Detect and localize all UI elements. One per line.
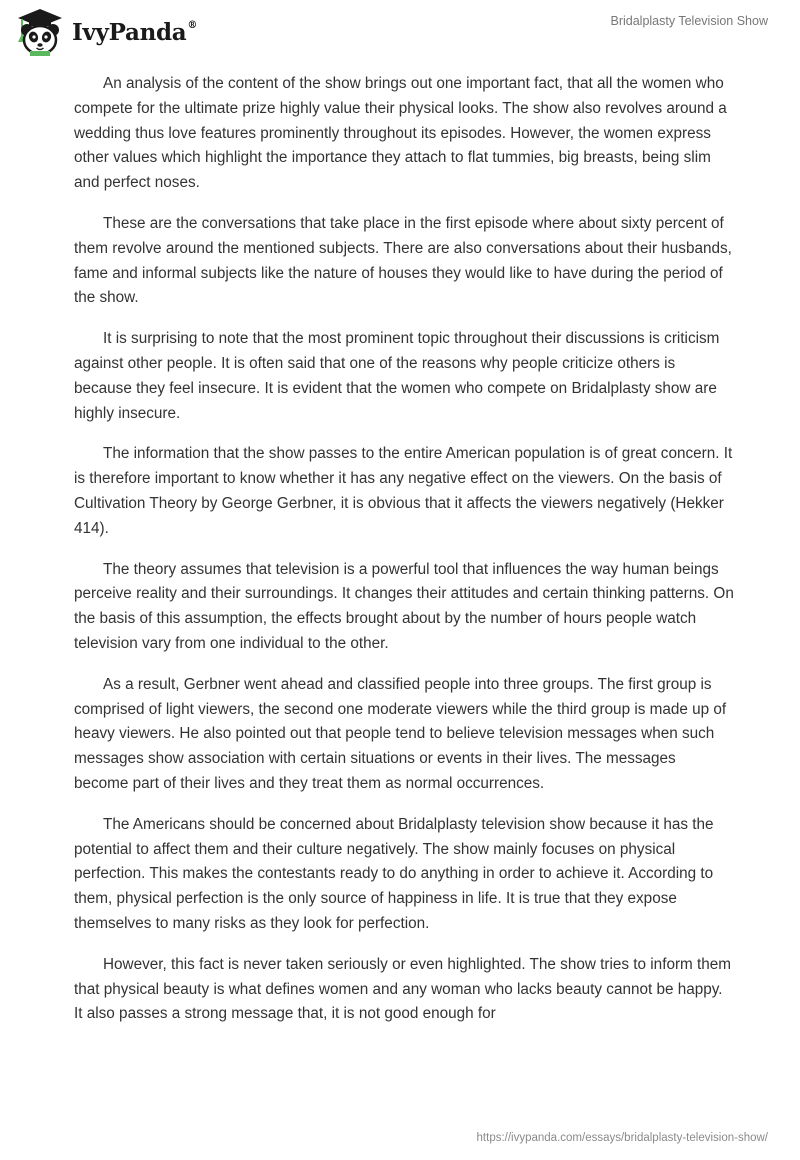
ivypanda-logo[interactable] [14,6,197,58]
paragraph-6: As a result, Gerbner went ahead and classified people into three groups. The first group is comprised of light viewers, the second one moderate viewers while the third group is made up of heavy viewers. He also pointed out that people tend to believe television messages when such messages show association with certain situations or events in their lives. The messages become part of their lives and they treat them as normal occurrences. [74,675,727,792]
paragraph-2: These are the conversations that take place in the first episode where about sixty percent of them revolve around the mentioned subjects. There are also conversations about their husbands, fame and informal subjects like the nature of houses they would like to have during the period of the show. [74,214,732,307]
essay-body [74,72,734,1043]
registered-mark: ® [187,19,198,31]
page-header [0,0,800,70]
paragraph-7: The Americans should be concerned about Bridalplasty television show because it has the potential to affect them and their culture negatively. The show mainly focuses on physical perfection. This makes the contestants ready to do anything in order to achieve it. According to them, physical perfection is the only source of happiness in life. It is true that they expose themselves to many risks as they look for perfection. [74,815,714,932]
paragraph-4: The information that the show passes to the entire American population is of great concern. It is therefore important to know whether it has any negative effect on the viewers. On the basis of Cultivation Theory by George Gerbner, it is obvious that it affects the viewers negatively (Hekker 414). [74,445,733,537]
paragraph-1: An analysis of the content of the show brings out one important fact, that all the women who compete for the ultimate prize highly value their physical looks. The show also revolves around a wedding thus love features prominently throughout its episodes. However, the women express other values which highlight the importance they attach to flat tummies, big breasts, being slim and perfect noses. [74,75,727,192]
source-url[interactable]: https://ivypanda.com/essays/bridalplasty-television-show/ [476,1132,768,1144]
document-title: Bridalplasty Television Show [610,14,768,28]
paragraph-3: It is surprising to note that the most prominent topic throughout their discussions is criticism against other people. It is often said that one of the reasons why people criticize others is because they feel insecure. It is evident that the women who compete on Bridalplasty show are highly insecure. [74,330,720,422]
brand-name-text: IvyPanda [72,18,187,46]
brand-name [72,19,197,46]
paragraph-5: The theory assumes that television is a powerful tool that influences the way human beings perceive reality and their surroundings. It changes their attitudes and certain thinking patterns. On the basis of this assumption, the effects brought about by the number of hours people watch television vary from one individual to the other. [74,560,734,652]
paragraph-8: However, this fact is never taken seriously or even highlighted. The show tries to inform them that physical beauty is what defines women and any woman who lacks beauty cannot be happy. It also passes a strong message that, it is not good enough for [74,955,732,1023]
panda-graduate-icon [14,6,66,58]
